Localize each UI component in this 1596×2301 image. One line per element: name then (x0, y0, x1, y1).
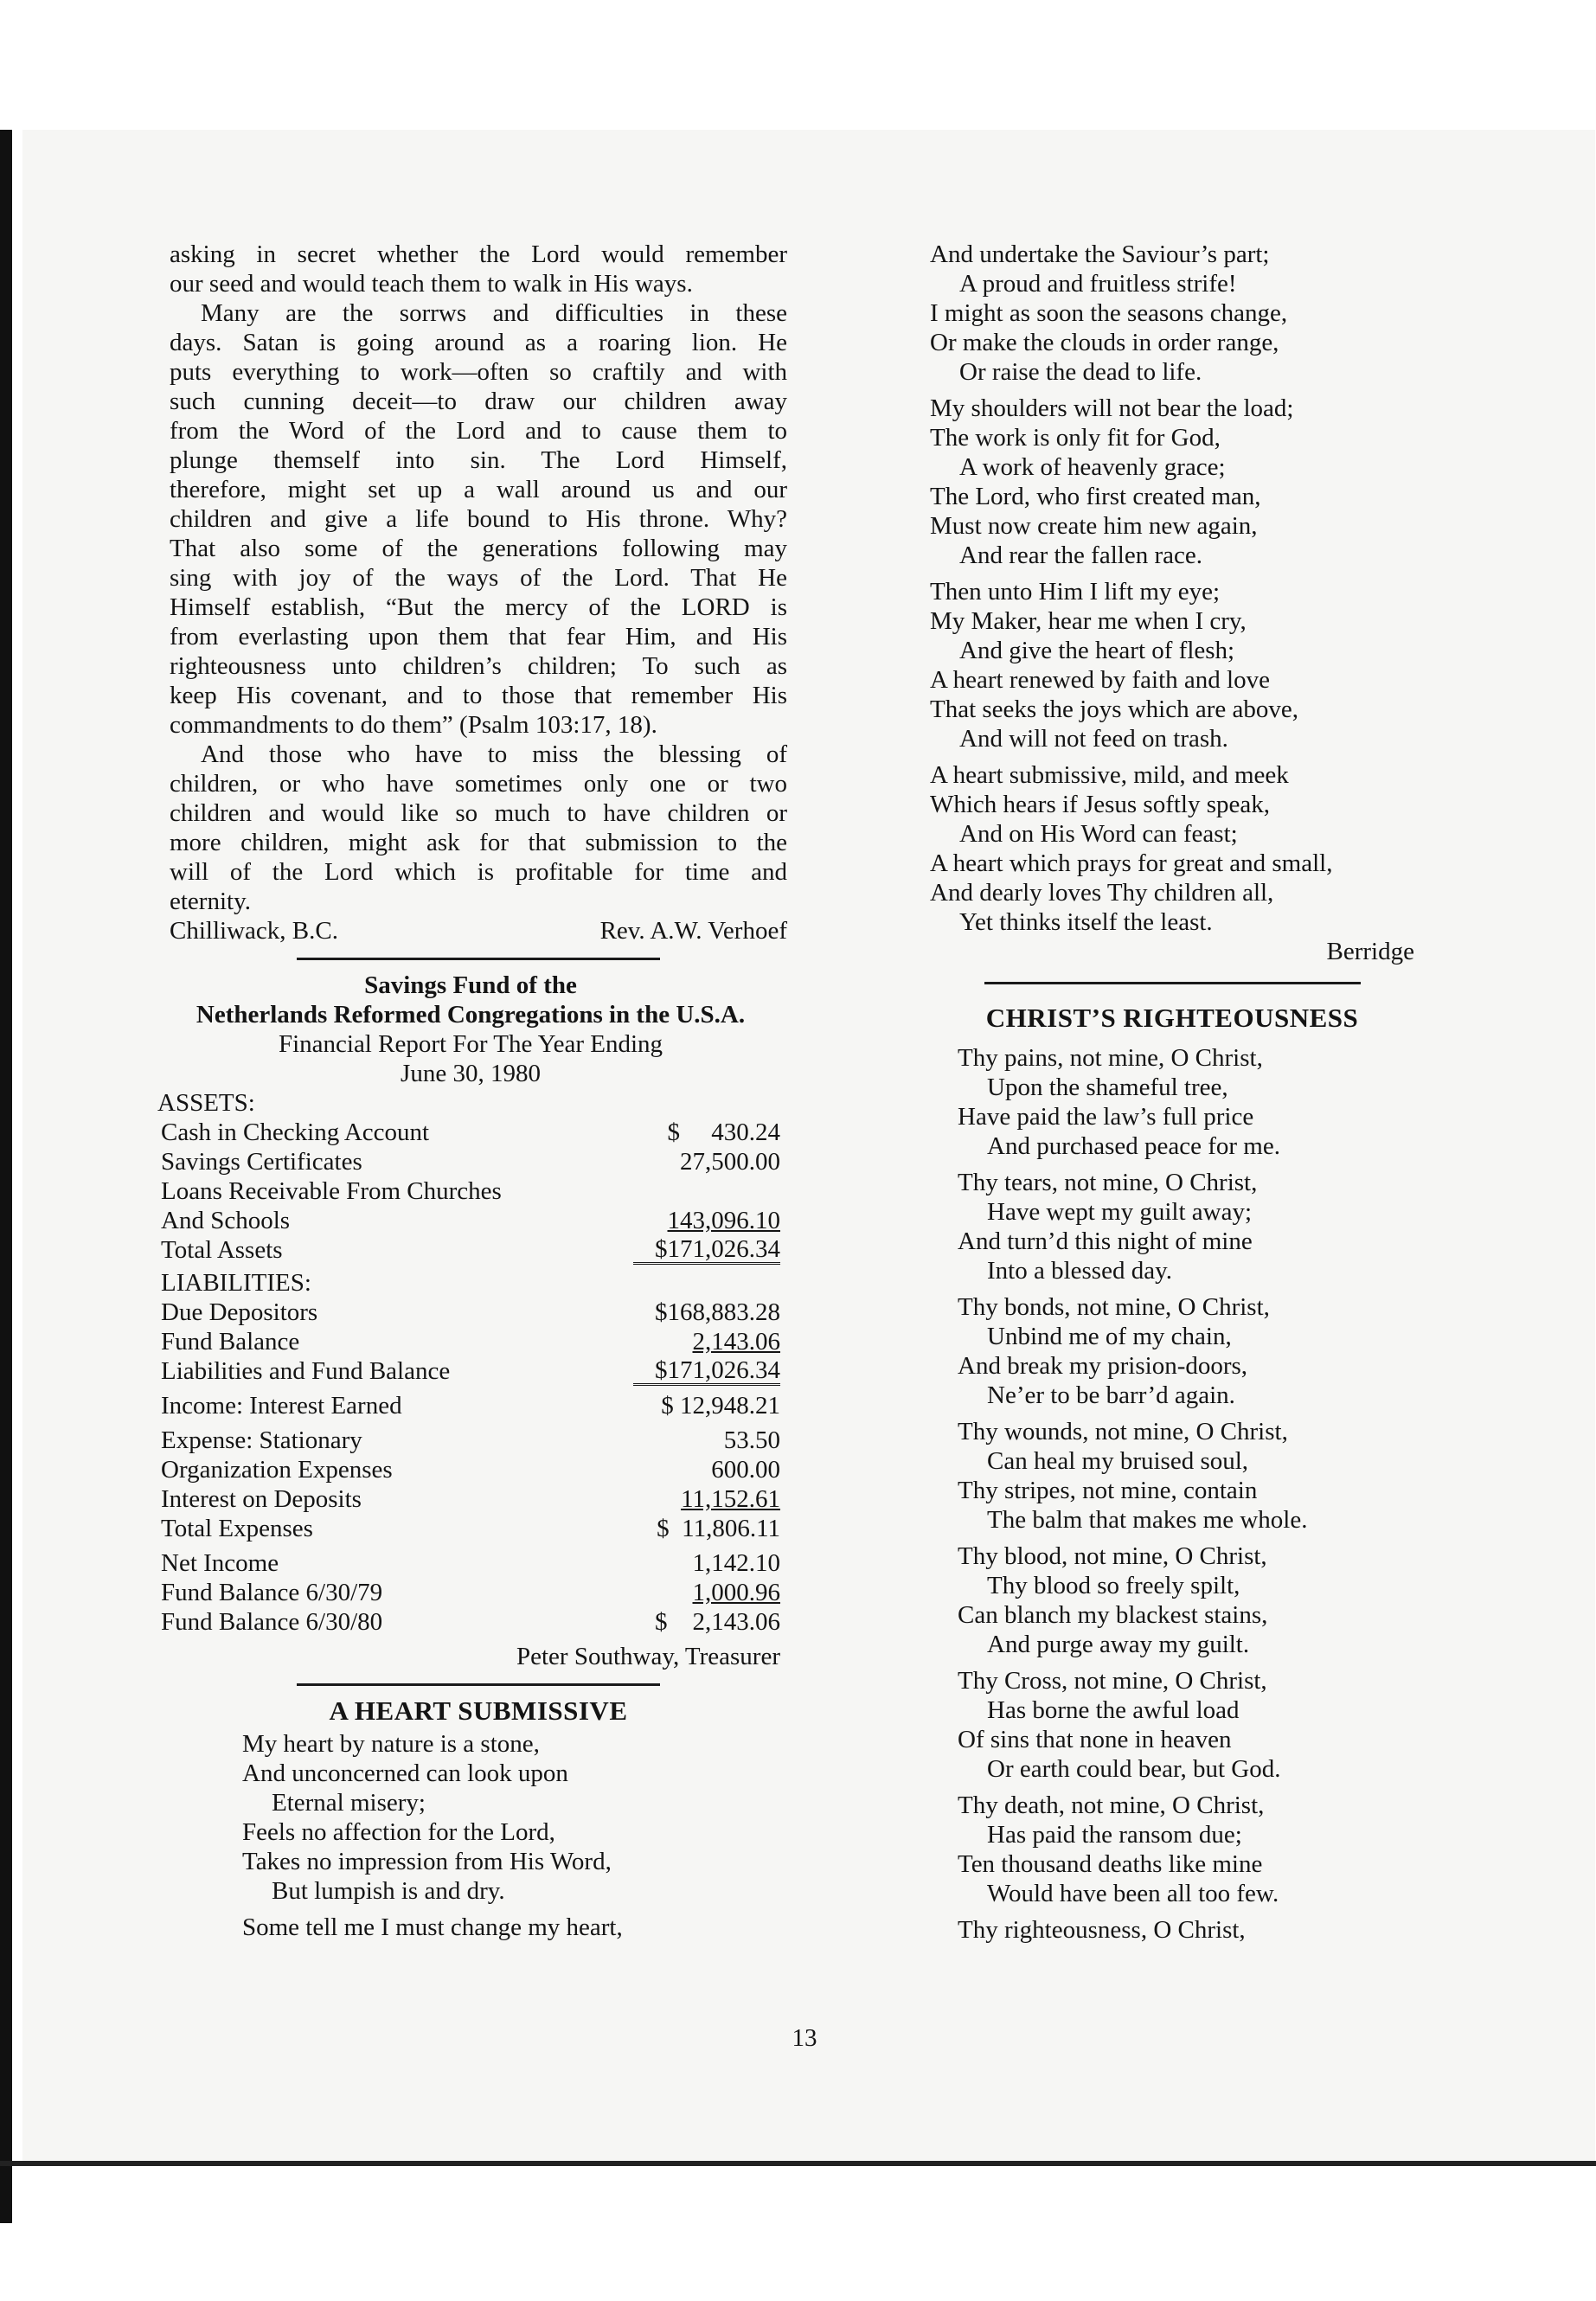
poem-heart-right (930, 240, 1414, 937)
text-line: sing with joy of the ways of the Lord. That He (170, 564, 787, 592)
poem-line: Thy death, not mine, O Christ, (958, 1791, 1265, 1819)
text-line: Many are the sorrws and difficulties in these (201, 299, 787, 327)
text-line: That also some of the generations following may (170, 535, 787, 562)
poem-line: A work of heavenly grace; (959, 453, 1226, 481)
report-row-amount: 143,096.10 (667, 1207, 780, 1234)
report-row-label: Due Depositors (161, 1298, 318, 1326)
report-row-label: Interest on Deposits (161, 1485, 362, 1513)
report-row-amount: $171,026.34 (633, 1357, 780, 1386)
poem-line: But lumpish is and dry. (272, 1877, 505, 1905)
poem-line: And on His Word can feast; (959, 820, 1238, 848)
divider-rule (984, 982, 1361, 984)
poem-line: My heart by nature is a stone, (242, 1730, 540, 1758)
financial-report (157, 971, 780, 1671)
text-line: children and would like so much to have children or (170, 799, 787, 827)
text-line: children and give a life bound to His throne. Why? (170, 505, 787, 533)
report-row-amount: $ 430.24 (667, 1118, 780, 1146)
poem-line: Has paid the ransom due; (987, 1821, 1242, 1849)
poem-line: Or raise the dead to life. (959, 358, 1202, 386)
report-row-label: Organization Expenses (161, 1456, 393, 1484)
report-row (161, 1147, 780, 1176)
poem-line: Thy blood so freely spilt, (987, 1572, 1240, 1599)
poem-heart-left (242, 1729, 787, 1942)
poem-line: Eternal misery; (272, 1789, 426, 1817)
report-row-label: Total Assets (161, 1236, 283, 1264)
poem-heart-title: A HEART SUBMISSIVE (329, 1695, 628, 1726)
poem-christ (958, 1043, 1414, 1945)
poem-line: A heart submissive, mild, and meek (930, 761, 1289, 789)
report-row-amount: 1,000.96 (692, 1579, 780, 1606)
poem-line: And dearly loves Thy children all, (930, 879, 1274, 907)
poem-stanza (958, 1791, 1414, 1908)
poem-stanza (958, 1417, 1414, 1535)
report-title-1: Savings Fund of the (364, 971, 577, 999)
text-line: commandments to do them” (Psalm 103:17, 18). (170, 711, 657, 739)
poem-stanza (930, 394, 1414, 570)
report-row-label: And Schools (161, 1207, 291, 1234)
poem-line: Of sins that none in heaven (958, 1726, 1232, 1753)
poem-line: A heart renewed by faith and love (930, 666, 1270, 694)
text-line: our seed and would teach them to walk in His ways. (170, 270, 693, 298)
poem-line: Or make the clouds in order range, (930, 329, 1279, 356)
poem-line: Would have been all too few. (987, 1880, 1279, 1907)
poem-line: Thy stripes, not mine, contain (958, 1477, 1258, 1504)
text-line: righteousness unto children’s children; To such as (170, 652, 787, 680)
liabilities-rows (161, 1298, 780, 1386)
report-title-2: Netherlands Reformed Congregations in the U.S.A. (195, 1001, 746, 1029)
text-line: puts everything to work—often so craftily and with (170, 358, 787, 386)
report-row (161, 1484, 780, 1514)
income-label: Income: Interest Earned (161, 1392, 402, 1420)
poem-line: Thy Cross, not mine, O Christ, (958, 1667, 1267, 1695)
report-row-amount: $ 11,806.11 (657, 1515, 780, 1542)
report-row (161, 1455, 780, 1484)
treasurer: Peter Southway, Treasurer (516, 1643, 780, 1670)
poem-line: And purchased peace for me. (987, 1132, 1280, 1160)
poem-line: Thy blood, not mine, O Christ, (958, 1542, 1267, 1570)
report-row-amount: 600.00 (711, 1456, 780, 1484)
report-row (161, 1327, 780, 1356)
text-line: such cunning deceit—to draw our children away (170, 388, 787, 415)
poem-line: A heart which prays for great and small, (930, 849, 1333, 877)
poem-line: And give the heart of flesh; (959, 637, 1235, 664)
right-column (930, 240, 1414, 1952)
report-row-amount: 27,500.00 (680, 1148, 780, 1176)
report-row-amount: $171,026.34 (633, 1236, 780, 1265)
report-row-label: Cash in Checking Account (161, 1118, 430, 1146)
poem-christ-title: CHRIST’S RIGHTEOUSNESS (985, 1003, 1359, 1033)
report-row (161, 1426, 780, 1455)
poem-line: Can heal my bruised soul, (987, 1447, 1249, 1475)
poem-line: Thy pains, not mine, O Christ, (958, 1044, 1263, 1072)
poem-line: The Lord, who first created man, (930, 483, 1261, 510)
report-row-label: Fund Balance 6/30/80 (161, 1608, 383, 1636)
report-row (161, 1206, 780, 1235)
article-paragraph-2 (170, 298, 787, 740)
poem-line: Some tell me I must change my heart, (242, 1913, 623, 1941)
poem-line: I might as soon the seasons change, (930, 299, 1288, 327)
poem-line: The balm that makes me whole. (987, 1506, 1308, 1534)
text-line: children, or who have sometimes only one or two (170, 770, 787, 798)
poem-line: Which hears if Jesus softly speak, (930, 791, 1271, 818)
poem-line: Takes no impression from His Word, (242, 1848, 612, 1875)
poem-stanza (242, 1913, 787, 1942)
article-place: Chilliwack, B.C. (170, 917, 338, 945)
report-row-label: Loans Receivable From Churches (161, 1177, 502, 1205)
report-row-amount: 11,152.61 (681, 1485, 780, 1513)
poem-line: And undertake the Saviour’s part; (930, 240, 1270, 268)
report-row (161, 1578, 780, 1607)
report-row (161, 1176, 780, 1206)
poem-line: Thy bonds, not mine, O Christ, (958, 1293, 1270, 1321)
article-author: Rev. A.W. Verhoef (599, 917, 787, 945)
poem-stanza (930, 577, 1414, 753)
text-line: therefore, might set up a wall around us and our (170, 476, 787, 503)
poem-line: Ne’er to be barr’d again. (987, 1381, 1235, 1409)
poem-line: And turn’d this night of mine (958, 1227, 1253, 1255)
report-row-label: Expense: Stationary (161, 1426, 362, 1454)
text-line: And those who have to miss the blessing of (201, 740, 787, 768)
income-row (161, 1391, 780, 1420)
poem-line: And purge away my guilt. (987, 1631, 1250, 1658)
report-row-label: Fund Balance 6/30/79 (161, 1579, 383, 1606)
poem-line: Must now create him new again, (930, 512, 1258, 540)
poem-line: Into a blessed day. (987, 1257, 1172, 1285)
text-line: from the Word of the Lord and to cause them to (170, 417, 787, 445)
liabilities-header: LIABILITIES: (161, 1269, 311, 1297)
income-amount: $ 12,948.21 (661, 1392, 780, 1420)
poem-stanza (958, 1043, 1414, 1161)
poem-line: Thy tears, not mine, O Christ, (958, 1169, 1258, 1196)
text-line: days. Satan is going around as a roaring lion. He (170, 329, 787, 356)
report-row-amount: $168,883.28 (655, 1298, 780, 1326)
poem-line: Thy wounds, not mine, O Christ, (958, 1418, 1288, 1445)
text-line: eternity. (170, 888, 251, 915)
poem-line: Have paid the law’s full price (958, 1103, 1254, 1131)
report-title-4: June 30, 1980 (401, 1060, 541, 1087)
net-rows (161, 1548, 780, 1637)
text-line: keep His covenant, and to those that remember His (170, 682, 787, 709)
poem-stanza (958, 1292, 1414, 1410)
poem-heart-author: Berridge (1326, 938, 1414, 965)
text-line: will of the Lord which is profitable for time and (170, 858, 787, 886)
poem-line: And unconcerned can look upon (242, 1759, 568, 1787)
text-line: more children, might ask for that submission to the (170, 829, 787, 856)
article-signature (170, 916, 787, 945)
poem-stanza (242, 1729, 787, 1906)
report-row (161, 1356, 780, 1386)
report-row-label: Total Expenses (161, 1515, 313, 1542)
poem-stanzas (930, 240, 1414, 937)
poem-line: Then unto Him I lift my eye; (930, 578, 1221, 606)
text-line: plunge themself into sin. The Lord Himself, (170, 446, 787, 474)
poem-stanzas (958, 1043, 1414, 1945)
poem-line: Upon the shameful tree, (987, 1074, 1228, 1101)
poem-line: And rear the fallen race. (959, 542, 1202, 569)
left-column (157, 240, 787, 1949)
divider-rule (297, 1683, 660, 1686)
poem-stanza (958, 1666, 1414, 1784)
poem-line: Have wept my guilt away; (987, 1198, 1253, 1226)
report-row-amount: 53.50 (723, 1426, 780, 1454)
poem-line: And break my prision-doors, (958, 1352, 1248, 1380)
poem-line: That seeks the joys which are above, (930, 695, 1298, 723)
poem-stanza (930, 760, 1414, 937)
poem-line: Or earth could bear, but God. (987, 1755, 1281, 1783)
poem-stanza (958, 1915, 1414, 1945)
poem-line: Yet thinks itself the least. (959, 908, 1213, 936)
report-title-3: Financial Report For The Year Ending (278, 1030, 663, 1058)
poem-line: Has borne the awful load (987, 1696, 1240, 1724)
assets-header: ASSETS: (157, 1089, 255, 1117)
poem-stanza (930, 240, 1414, 387)
scan-left-edge (0, 130, 12, 2223)
poem-line: A proud and fruitless strife! (959, 270, 1237, 298)
article-paragraph-1 (170, 240, 787, 298)
poem-line: Unbind me of my chain, (987, 1323, 1232, 1350)
article-paragraph-3 (170, 740, 787, 916)
expense-rows (161, 1426, 780, 1543)
text-line: asking in secret whether the Lord would remember (170, 240, 787, 268)
report-row-amount: 1,142.10 (692, 1549, 780, 1577)
page-number: 13 (792, 2024, 817, 2052)
report-row (161, 1607, 780, 1637)
poem-line: Thy righteousness, O Christ, (958, 1916, 1246, 1944)
report-row (161, 1548, 780, 1578)
poem-line: And will not feed on trash. (959, 725, 1228, 753)
report-row (161, 1235, 780, 1265)
poem-line: The work is only fit for God, (930, 424, 1221, 452)
report-row-label: Liabilities and Fund Balance (161, 1357, 451, 1385)
divider-rule (297, 958, 660, 960)
report-row-label: Fund Balance (161, 1328, 300, 1356)
poem-stanza (958, 1168, 1414, 1285)
poem-line: Feels no affection for the Lord, (242, 1818, 555, 1846)
report-row (161, 1298, 780, 1327)
assets-rows (161, 1118, 780, 1265)
report-row-label: Net Income (161, 1549, 279, 1577)
report-row (161, 1514, 780, 1543)
report-row-label: Savings Certificates (161, 1148, 362, 1176)
poem-line: My Maker, hear me when I cry, (930, 607, 1247, 635)
poem-line: Can blanch my blackest stains, (958, 1601, 1268, 1629)
poem-stanza (958, 1541, 1414, 1659)
report-row-amount: 2,143.06 (692, 1328, 780, 1356)
text-line: Himself establish, “But the mercy of the LORD is (170, 593, 787, 621)
scan-bottom-edge (0, 2161, 1596, 2166)
text-line: from everlasting upon them that fear Him, and His (170, 623, 787, 651)
report-row-amount: $ 2,143.06 (655, 1608, 780, 1636)
report-row (161, 1118, 780, 1147)
poem-line: Ten thousand deaths like mine (958, 1850, 1263, 1878)
poem-line: My shoulders will not bear the load; (930, 394, 1294, 422)
